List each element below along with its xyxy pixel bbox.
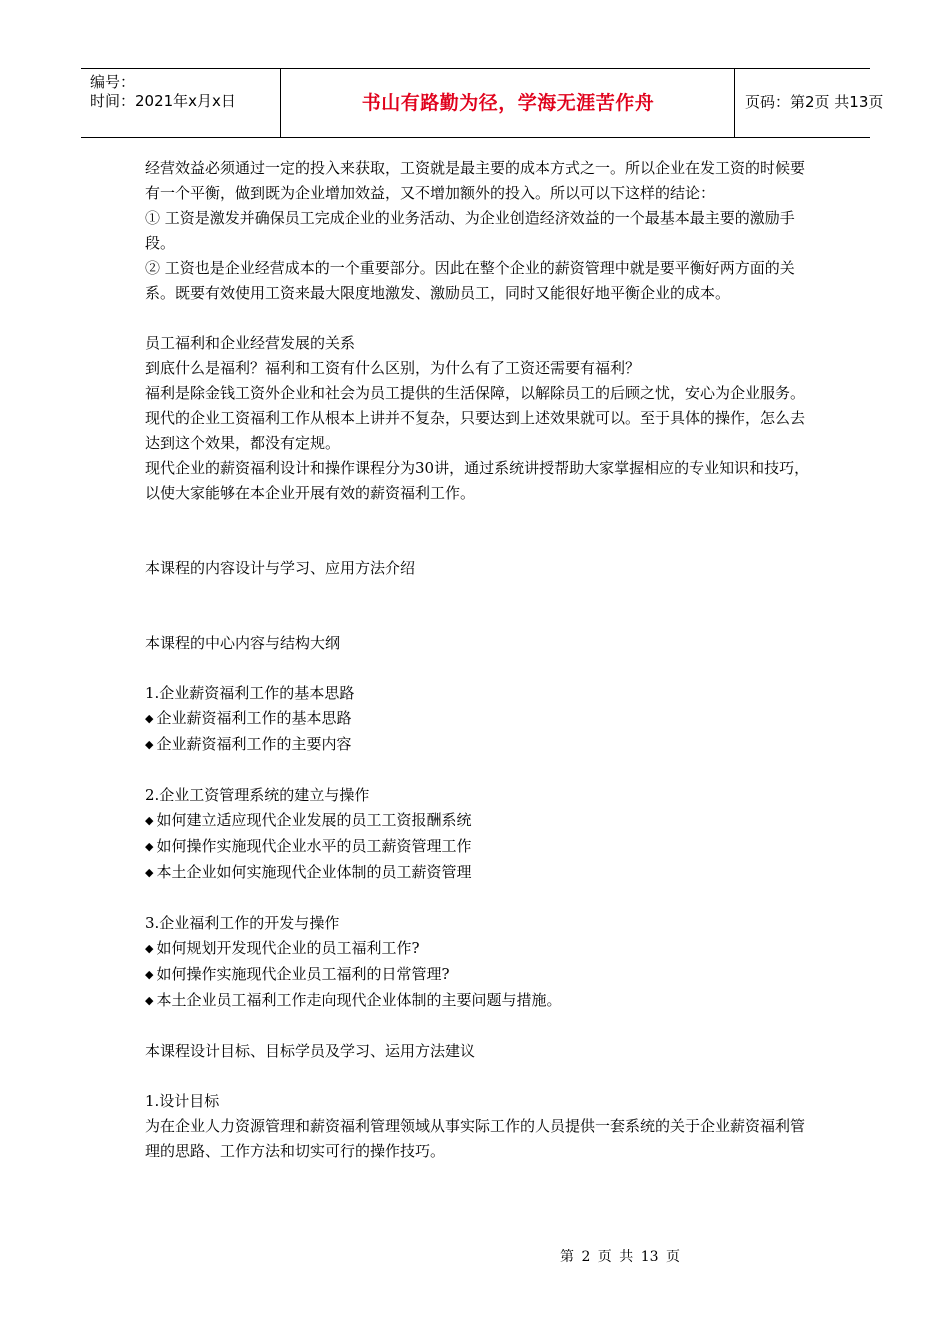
- outline-item: ◆ 如何操作实施现代企业员工福利的日常管理?: [145, 962, 810, 988]
- paragraph: 到底什么是福利？福利和工资有什么区别，为什么有了工资还需要有福利？: [145, 359, 641, 377]
- outline-item: ◆ 企业薪资福利工作的基本思路: [145, 706, 810, 732]
- paragraph: ② 工资也是企业经营成本的一个重要部分。因此在整个企业的薪资管理中就是要平衡好两方面的关系。既要有效使用工资来最大限度地激发、激励员工，同时又能很好地平衡企业的成本。: [145, 259, 795, 302]
- outline-title: 1.设计目标: [145, 1092, 220, 1110]
- outline-item: ◆ 如何建立适应现代企业发展的员工工资报酬系统: [145, 808, 810, 834]
- paragraph: 现代企业的薪资福利设计和操作课程分为30讲，通过系统讲授帮助大家掌握相应的专业知识和技巧，以使大家能够在本企业开展有效的薪资福利工作。: [145, 459, 810, 502]
- outline-item: ◆ 本土企业员工福利工作走向现代企业体制的主要问题与措施。: [145, 988, 810, 1014]
- header-page-info: 页码：第2页 共13页: [745, 93, 884, 111]
- section-heading: 本课程的中心内容与结构大纲: [145, 634, 341, 652]
- section-heading: 本课程的内容设计与学习、应用方法介绍: [145, 559, 416, 577]
- section-heading: 员工福利和企业经营发展的关系: [145, 334, 356, 352]
- paragraph: 经营效益必须通过一定的投入来获取，工资就是最主要的成本方式之一。所以企业在发工资的时候要有一个平衡，做到既为企业增加效益，又不增加额外的投入。所以可以下这样的结论：: [145, 159, 806, 202]
- paragraph: 福利是除金钱工资外企业和社会为员工提供的生活保障，以解除员工的后顾之忧，安心为企业服务。: [145, 384, 806, 402]
- outline-title: 3.企业福利工作的开发与操作: [145, 914, 340, 932]
- paragraph: 为在企业人力资源管理和薪资福利管理领域从事实际工作的人员提供一套系统的关于企业薪资福利管理的思路、工作方法和切实可行的操作技巧。: [145, 1117, 806, 1160]
- header-info-cell: [81, 69, 281, 137]
- header-page-cell: [735, 69, 884, 137]
- outline-item: ◆ 如何操作实施现代企业水平的员工薪资管理工作: [145, 834, 810, 860]
- document-header: [81, 68, 884, 138]
- date-label: 时间：2021年x月x日: [90, 92, 236, 110]
- page-footer: 第 2 页 共 13 页: [560, 1249, 680, 1265]
- outline-title: 1.企业薪资福利工作的基本思路: [145, 684, 355, 702]
- document-body: [145, 156, 810, 1164]
- outline-title: 2.企业工资管理系统的建立与操作: [145, 786, 370, 804]
- header-motto-cell: [281, 69, 735, 137]
- outline-item: ◆ 如何规划开发现代企业的员工福利工作?: [145, 936, 810, 962]
- outline-item: ◆ 企业薪资福利工作的主要内容: [145, 732, 810, 758]
- motto: 书山有路勤为径，学海无涯苦作舟: [361, 92, 655, 114]
- paragraph: 现代的企业工资福利工作从根本上讲并不复杂，只要达到上述效果就可以。至于具体的操作，怎么去达到这个效果，都没有定规。: [145, 409, 806, 452]
- paragraph: ① 工资是激发并确保员工完成企业的业务活动、为企业创造经济效益的一个最基本最主要的激励手段。: [145, 209, 795, 252]
- code-label: 编号：: [90, 73, 136, 91]
- section-heading: 本课程设计目标、目标学员及学习、运用方法建议: [145, 1042, 476, 1060]
- outline-item: ◆ 本土企业如何实施现代企业体制的员工薪资管理: [145, 860, 810, 886]
